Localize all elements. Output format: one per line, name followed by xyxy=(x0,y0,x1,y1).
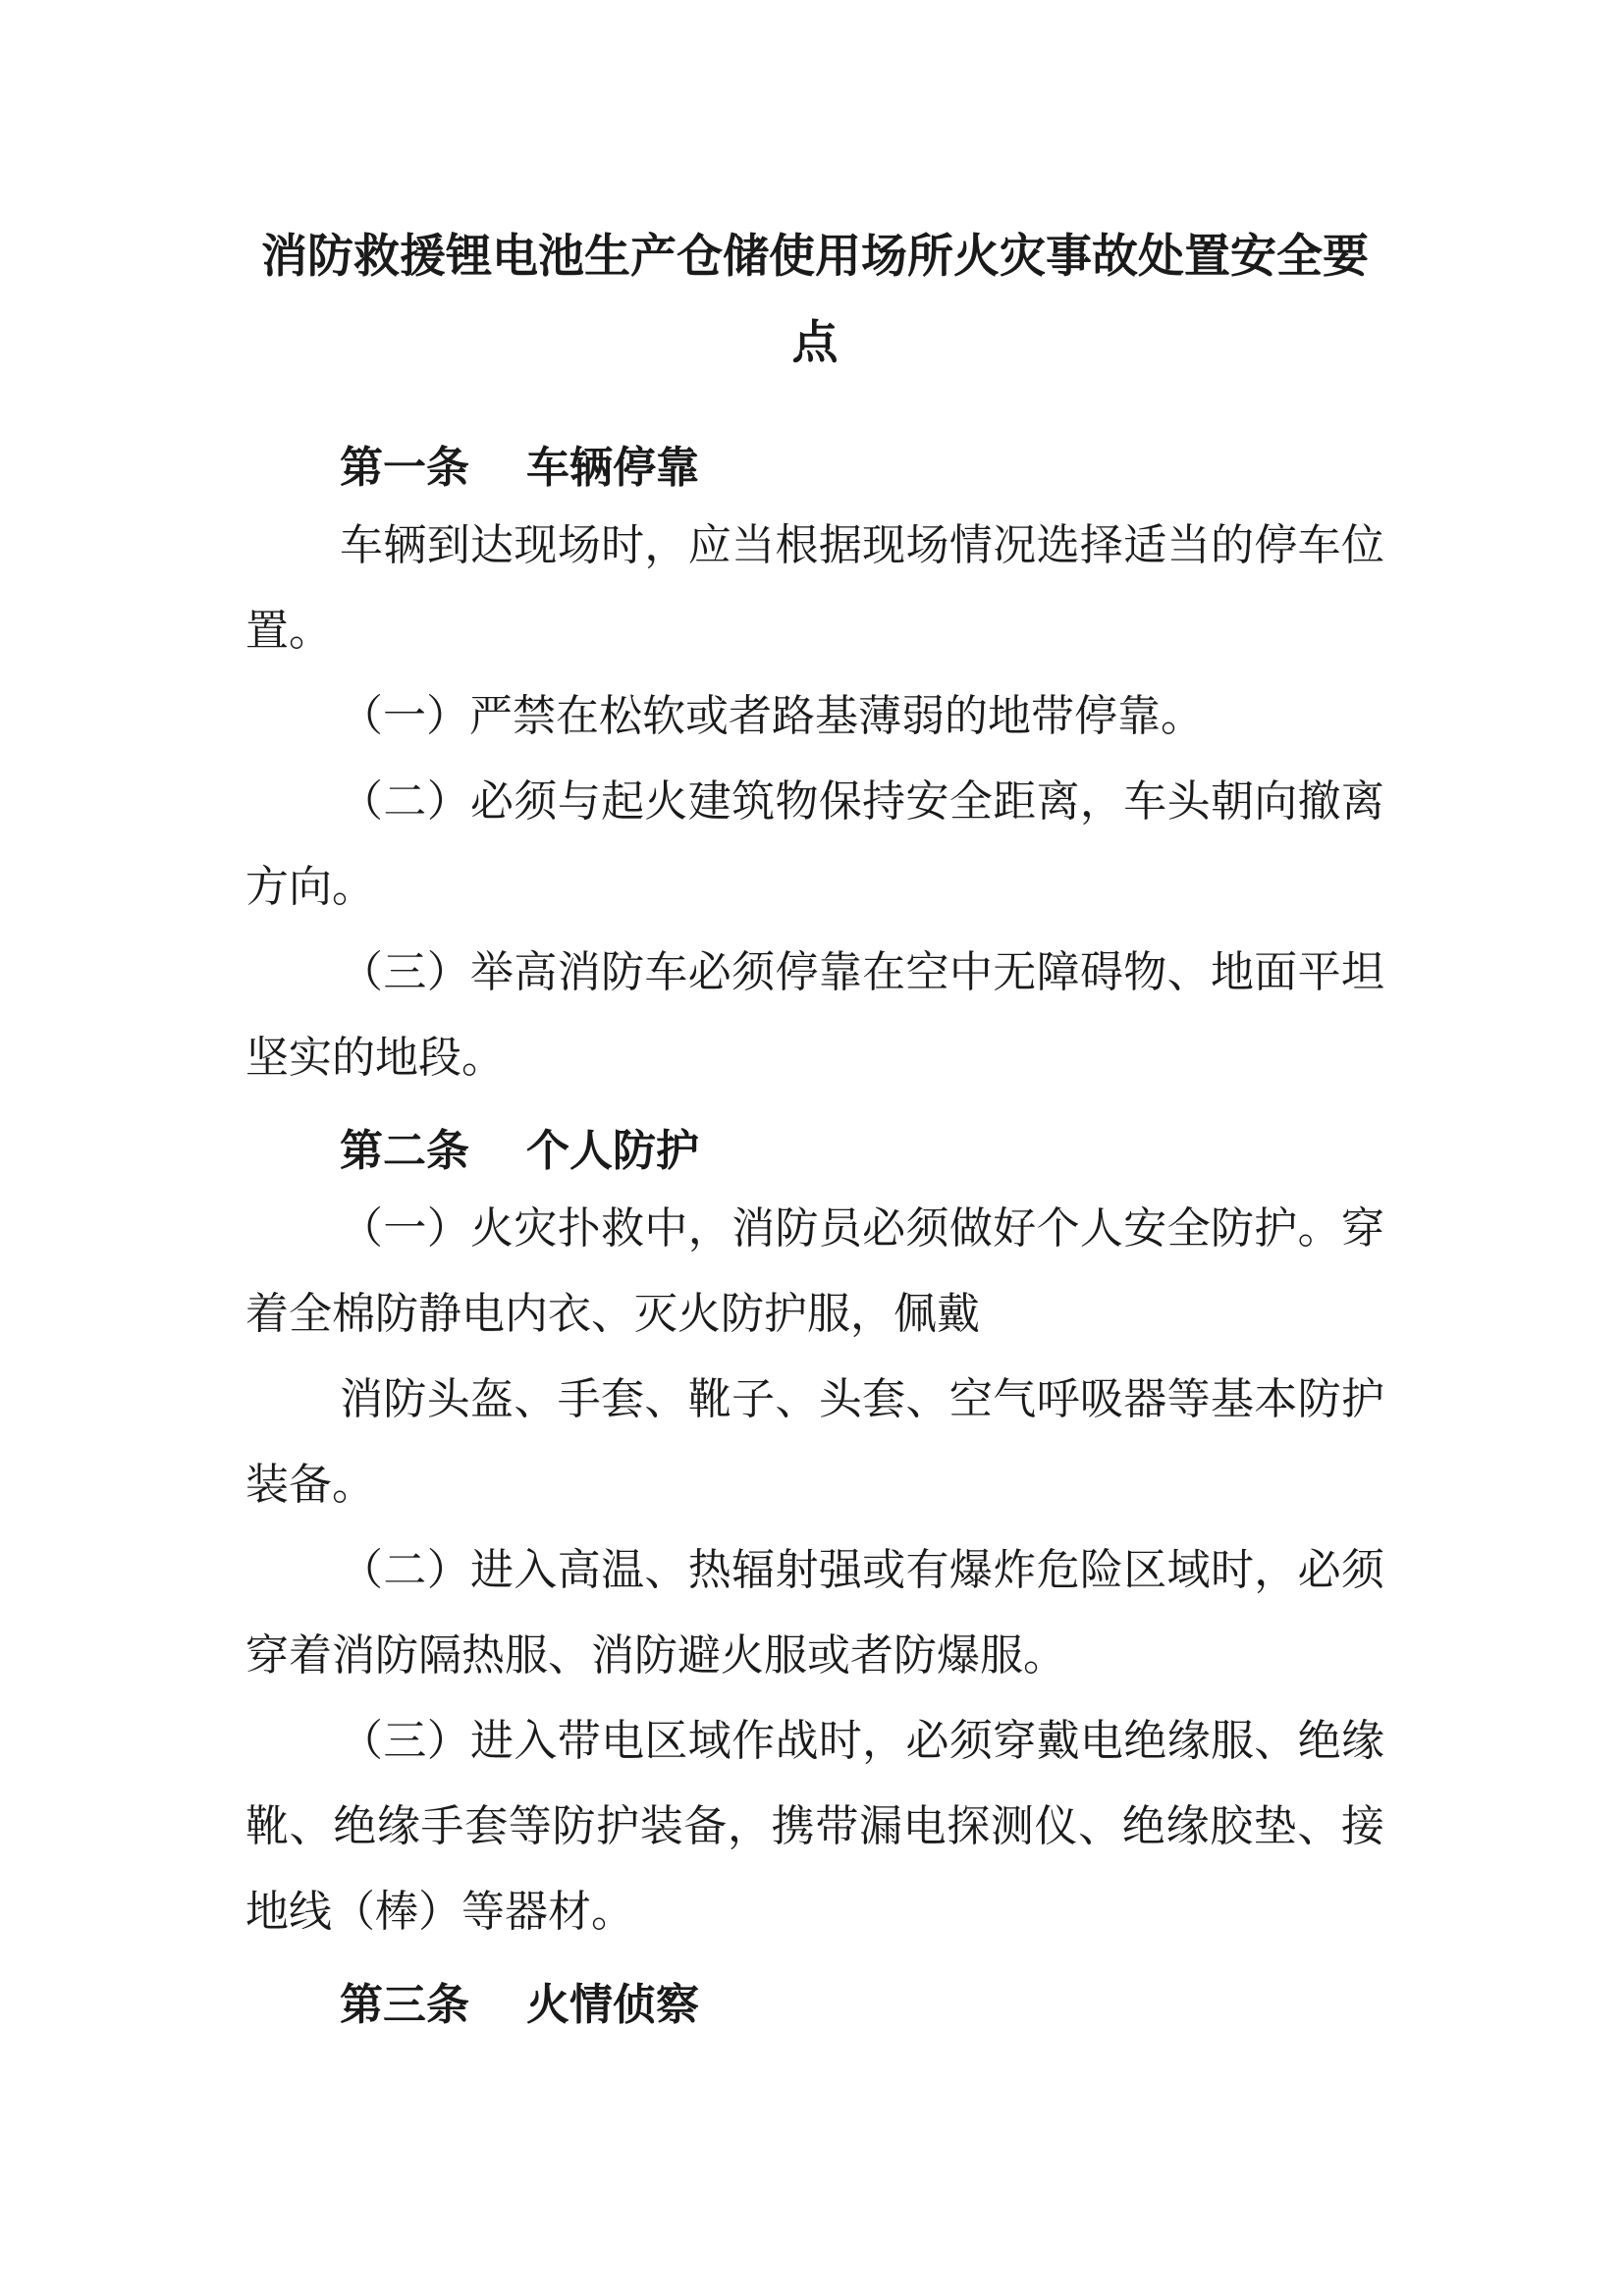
article-heading: 火情侦察 xyxy=(526,1980,699,2030)
paragraph: 消防头盔、手套、靴子、头套、空气呼吸器等基本防护装备。 xyxy=(245,1374,1384,1510)
article-number: 第二条 xyxy=(340,1126,469,1176)
section-heading-2 xyxy=(340,1115,699,1178)
section-heading-1 xyxy=(340,432,699,495)
paragraph: （一）火灾扑救中，消防员必须做好个人安全防护。穿着全棉防静电内衣、灭火防护服，佩戴 xyxy=(245,1203,1384,1339)
paragraph: （三）举高消防车必须停靠在空中无障碍物、地面平坦坚实的地段。 xyxy=(245,947,1384,1083)
article-heading: 车辆停靠 xyxy=(526,443,699,493)
paragraph: 车辆到达现场时，应当根据现场情况选择适当的停车位置。 xyxy=(245,520,1384,656)
article-number: 第三条 xyxy=(340,1980,469,2030)
document-title: 消防救援锂电池生产仓储使用场所火灾事故处置安全要点 xyxy=(261,230,1369,370)
paragraph: （二）必须与起火建筑物保持安全距离，车头朝向撤离方向。 xyxy=(245,776,1384,912)
paragraph: （三）进入带电区域作战时，必须穿戴电绝缘服、绝缘靴、绝缘手套等防护装备，携带漏电探测仪、绝缘胶垫、接地线（棒）等器材。 xyxy=(245,1716,1384,1937)
section-heading-3 xyxy=(340,1969,699,2032)
article-number: 第一条 xyxy=(340,443,469,493)
paragraph: （一）严禁在松软或者路基薄弱的地带停靠。 xyxy=(340,691,1204,741)
paragraph: （二）进入高温、热辐射强或有爆炸危险区域时，必须穿着消防隔热服、消防避火服或者防爆服。 xyxy=(245,1545,1384,1681)
article-heading: 个人防护 xyxy=(526,1126,699,1176)
